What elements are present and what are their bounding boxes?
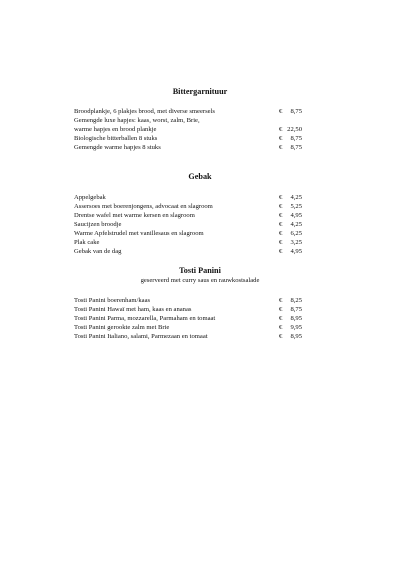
item-currency: €	[279, 108, 283, 115]
item-price: 4,95	[290, 248, 302, 255]
item-currency: €	[279, 239, 283, 246]
menu-item	[74, 125, 330, 134]
menu-item	[74, 143, 330, 152]
item-price: 8,75	[290, 135, 302, 142]
menu-item	[74, 193, 330, 202]
menu-item	[74, 116, 330, 125]
item-name: Tosti Panini Parma, mozzarella, Parmaham en tomaat	[74, 315, 216, 322]
section-subtitle: geserveerd met curry saus en rauwkostsalade	[140, 277, 260, 284]
item-currency: €	[279, 297, 283, 304]
item-name: Gemengde warme hapjes 8 stuks	[74, 144, 161, 151]
item-currency: €	[279, 135, 283, 142]
item-name: Broodplankje, 6 plakjes brood, met diverse smeersels	[74, 108, 215, 115]
item-currency: €	[279, 315, 283, 322]
item-price: 8,95	[290, 315, 302, 322]
item-price: 9,95	[290, 324, 302, 331]
item-name: Drentse wafel met warme kersen en slagroom	[74, 212, 195, 219]
item-currency: €	[279, 221, 283, 228]
item-name: Tosti Panini gerookte zalm met Brie	[74, 324, 170, 331]
item-currency: €	[279, 194, 283, 201]
item-currency: €	[279, 333, 283, 340]
item-price: 22,50	[287, 126, 302, 133]
item-price: 4,25	[290, 194, 302, 201]
item-price: 8,75	[290, 306, 302, 313]
item-price: 3,25	[290, 239, 302, 246]
item-name: Tosti Panini boerenham/kaas	[74, 297, 151, 304]
menu-item	[74, 323, 330, 332]
item-name: Tosti Panini Hawaï met ham, kaas en ananas	[74, 306, 192, 313]
item-price: 8,95	[290, 333, 302, 340]
menu-item	[74, 247, 330, 256]
item-name: Appelgebak	[74, 194, 106, 201]
item-name: Tosti Panini Italiano, salami, Parmezaan en tomaat	[74, 333, 208, 340]
item-currency: €	[279, 126, 283, 133]
menu-item	[74, 220, 330, 229]
menu-item	[74, 314, 330, 323]
item-currency: €	[279, 230, 283, 237]
item-currency: €	[279, 144, 283, 151]
item-name: Biologische bitterballen 8 stuks	[74, 135, 158, 142]
menu-item	[74, 305, 330, 314]
item-currency: €	[279, 248, 283, 255]
menu-item	[74, 202, 330, 211]
item-price: 6,25	[290, 230, 302, 237]
item-currency: €	[279, 324, 283, 331]
menu-item	[74, 332, 330, 341]
item-currency: €	[279, 306, 283, 313]
item-name: warme hapjes en brood plankje	[74, 126, 157, 133]
item-name: Plak cake	[74, 239, 100, 246]
item-name: Warme Apfelstrudel met vanillesaus en slagroom	[74, 230, 204, 237]
item-price: 4,25	[290, 221, 302, 228]
item-currency: €	[279, 203, 283, 210]
item-name: Gemengde luxe hapjes: kaas, worst, zalm, Brie,	[74, 117, 200, 124]
menu-item	[74, 107, 330, 116]
item-name: Saucijzen broodje	[74, 221, 122, 228]
item-price: 4,95	[290, 212, 302, 219]
menu-item	[74, 211, 330, 220]
section-title-bittergarnituur: Bittergarnituur	[172, 87, 228, 96]
item-price: 5,25	[290, 203, 302, 210]
item-price: 8,75	[290, 144, 302, 151]
menu-item	[74, 134, 330, 143]
menu-item	[74, 229, 330, 238]
section-title-gebak: Gebak	[188, 172, 212, 181]
menu-item	[74, 296, 330, 305]
section-title-tosti-panini: Tosti Panini	[179, 266, 221, 275]
menu-item	[74, 238, 330, 247]
item-price: 8,75	[290, 108, 302, 115]
item-name: Gebak van de dag	[74, 248, 122, 255]
item-currency: €	[279, 212, 283, 219]
item-price: 8,25	[290, 297, 302, 304]
item-name: Assersoes met boerenjongens, advocaat en slagroom	[74, 203, 213, 210]
